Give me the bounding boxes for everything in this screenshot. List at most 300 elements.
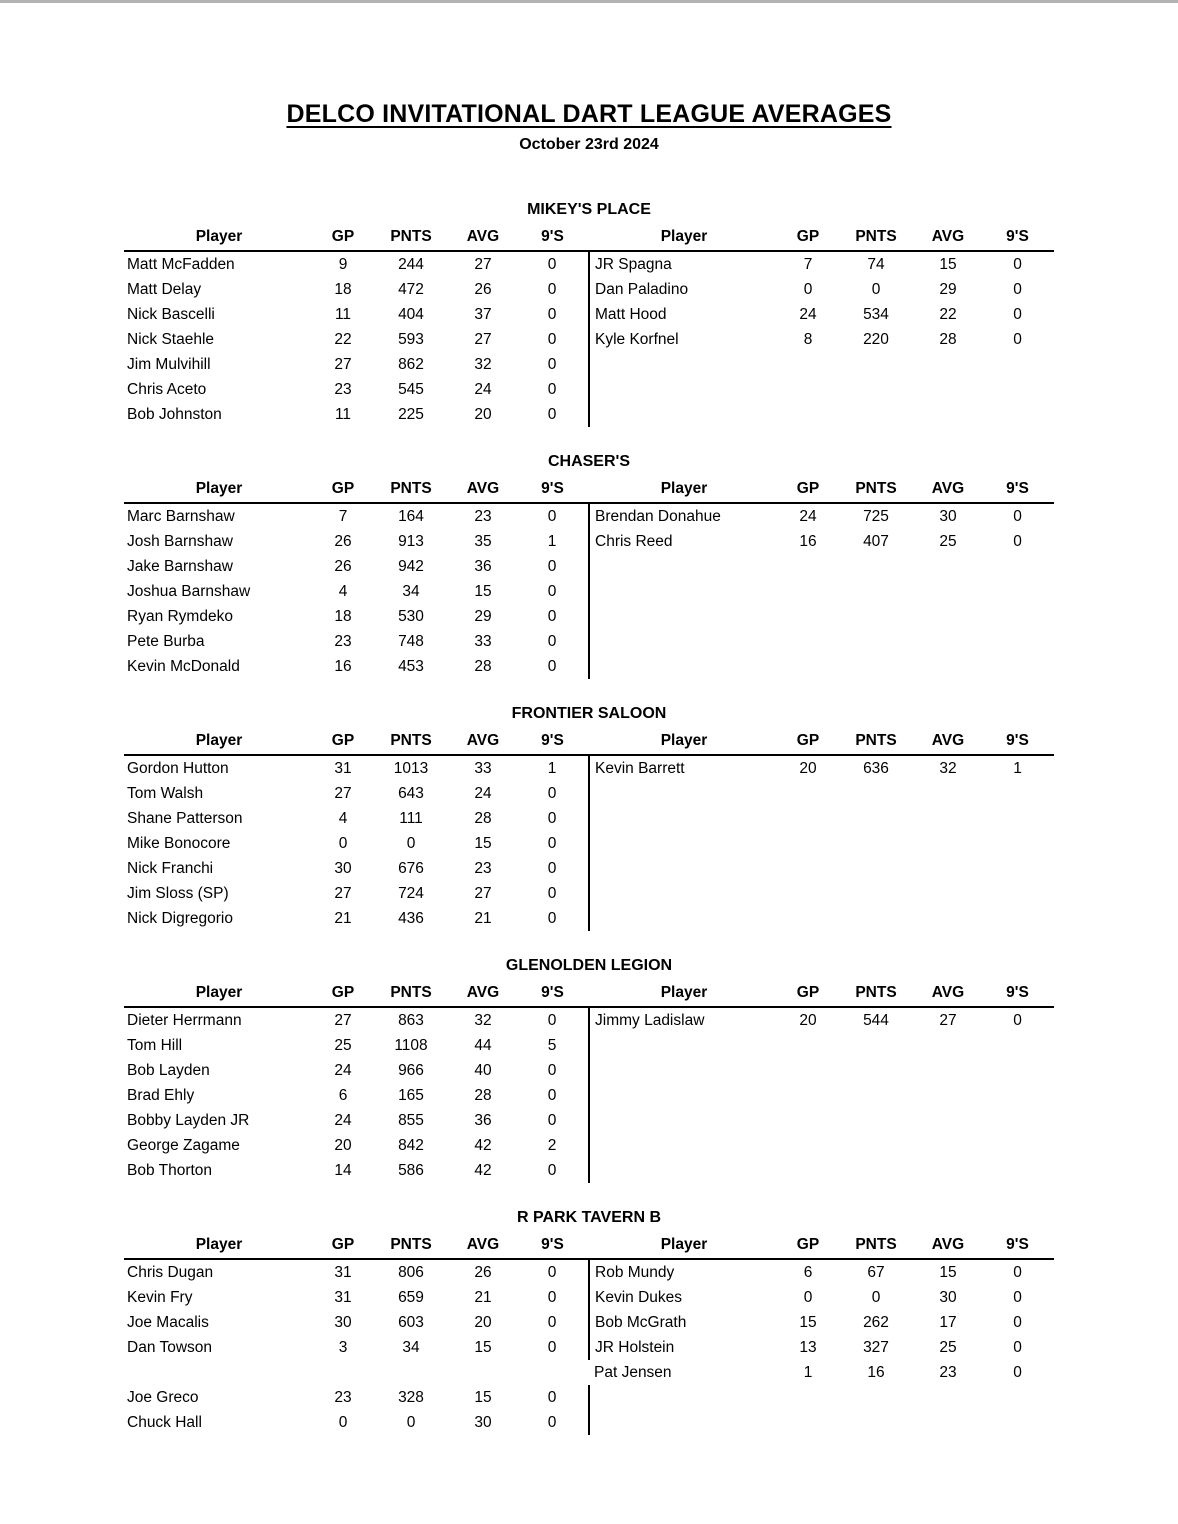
player-name-cell xyxy=(589,781,779,806)
nines-cell: 0 xyxy=(547,658,557,675)
venue-section xyxy=(124,453,1054,679)
document-page xyxy=(124,3,1054,1435)
avg-cell: 28 xyxy=(474,810,492,827)
nines-cell: 0 xyxy=(1013,1364,1022,1381)
pnts-cell: 913 xyxy=(398,533,424,550)
stats-table xyxy=(124,1231,1054,1435)
player-row xyxy=(124,327,1054,352)
pnts-cell: 643 xyxy=(398,785,424,802)
avg-cell xyxy=(915,554,981,579)
player-name-cell: Bobby Layden JR xyxy=(127,1112,250,1129)
player-name-cell: Bob McGrath xyxy=(589,1310,779,1335)
player-row xyxy=(124,906,1054,931)
pnts-cell: 404 xyxy=(398,306,424,323)
pnts-cell: 966 xyxy=(398,1062,424,1079)
avg-cell: 30 xyxy=(939,508,957,525)
player-name-cell: Kevin Fry xyxy=(127,1289,193,1306)
player-name-cell: Joe Macalis xyxy=(127,1314,209,1331)
nines-cell: 0 xyxy=(1013,1264,1022,1281)
nines-cell xyxy=(981,1158,1054,1183)
player-name-cell xyxy=(589,1058,779,1083)
player-name-cell: Mike Bonocore xyxy=(127,835,231,852)
avg-cell xyxy=(915,806,981,831)
nines-cell: 0 xyxy=(547,583,557,600)
avg-cell xyxy=(915,377,981,402)
column-header-gp: GP xyxy=(314,1231,372,1259)
player-row xyxy=(124,529,1054,554)
gp-cell xyxy=(779,1158,837,1183)
column-header-player: Player xyxy=(124,475,314,503)
pnts-cell xyxy=(837,806,915,831)
column-header-gp: GP xyxy=(779,475,837,503)
gp-cell: 31 xyxy=(334,1289,352,1306)
gp-cell xyxy=(779,1410,837,1435)
player-name-cell: Nick Staehle xyxy=(127,331,215,348)
table-header-row xyxy=(124,727,1054,755)
player-name-cell: Chuck Hall xyxy=(127,1414,202,1431)
player-row xyxy=(124,1058,1054,1083)
player-name-cell: Dan Towson xyxy=(127,1339,213,1356)
player-name-cell: Kyle Korfnel xyxy=(589,327,779,352)
nines-cell xyxy=(981,654,1054,679)
nines-cell xyxy=(981,1410,1054,1435)
avg-cell xyxy=(915,629,981,654)
gp-cell xyxy=(779,1083,837,1108)
gp-cell: 30 xyxy=(334,1314,352,1331)
player-row xyxy=(124,781,1054,806)
gp-cell: 0 xyxy=(338,1414,348,1431)
nines-cell: 0 xyxy=(547,1264,557,1281)
avg-cell: 28 xyxy=(474,1087,492,1104)
player-row xyxy=(124,1310,1054,1335)
nines-cell xyxy=(981,579,1054,604)
avg-cell: 27 xyxy=(474,331,492,348)
nines-cell: 2 xyxy=(547,1137,557,1154)
column-header-avg: AVG xyxy=(450,979,516,1007)
column-header-player: Player xyxy=(124,727,314,755)
column-header-player: Player xyxy=(589,475,779,503)
gp-cell: 0 xyxy=(338,835,348,852)
avg-cell: 40 xyxy=(474,1062,492,1079)
avg-cell: 33 xyxy=(474,760,492,777)
player-name-cell: Pat Jensen xyxy=(594,1364,672,1381)
venue-name: MIKEY'S PLACE xyxy=(527,201,651,218)
venue-section xyxy=(124,705,1054,931)
page-title: DELCO INVITATIONAL DART LEAGUE AVERAGES xyxy=(286,100,892,128)
avg-cell xyxy=(915,1058,981,1083)
player-name-cell: Bob Johnston xyxy=(127,406,222,423)
venue-name: FRONTIER SALOON xyxy=(511,705,667,722)
column-header-player: Player xyxy=(589,727,779,755)
column-header-gp: GP xyxy=(779,979,837,1007)
pnts-cell: 1108 xyxy=(394,1037,428,1054)
avg-cell: 26 xyxy=(474,1264,492,1281)
player-name-cell xyxy=(589,352,779,377)
nines-cell xyxy=(981,1108,1054,1133)
pnts-cell xyxy=(837,881,915,906)
gp-cell xyxy=(779,1385,837,1410)
column-header-gp: GP xyxy=(314,979,372,1007)
pnts-cell: 806 xyxy=(398,1264,424,1281)
gp-cell xyxy=(779,629,837,654)
avg-cell: 36 xyxy=(474,558,492,575)
nines-cell: 0 xyxy=(547,381,557,398)
pnts-cell: 545 xyxy=(398,381,424,398)
nines-cell: 0 xyxy=(547,256,557,273)
avg-cell: 28 xyxy=(939,331,957,348)
gp-cell xyxy=(779,1108,837,1133)
nines-cell xyxy=(981,881,1054,906)
avg-cell: 21 xyxy=(474,910,492,927)
venue-section xyxy=(124,957,1054,1183)
player-name-cell: Nick Bascelli xyxy=(127,306,215,323)
column-header-player: Player xyxy=(124,223,314,251)
column-header-player: Player xyxy=(589,1231,779,1259)
avg-cell xyxy=(915,654,981,679)
column-header-pnts: PNTS xyxy=(837,223,915,251)
pnts-cell xyxy=(837,781,915,806)
player-row xyxy=(124,251,1054,277)
stats-table xyxy=(124,475,1054,679)
column-header-nines: 9'S xyxy=(516,727,589,755)
column-header-avg: AVG xyxy=(450,475,516,503)
player-name-cell: Joe Greco xyxy=(127,1389,199,1406)
pnts-cell: 603 xyxy=(398,1314,424,1331)
player-row xyxy=(124,1108,1054,1133)
avg-cell: 37 xyxy=(474,306,492,323)
avg-cell: 30 xyxy=(939,1289,957,1306)
avg-cell xyxy=(915,1033,981,1058)
nines-cell: 1 xyxy=(1013,760,1022,777)
player-name-cell: Bob Layden xyxy=(127,1062,210,1079)
player-row xyxy=(124,1158,1054,1183)
column-header-gp: GP xyxy=(779,1231,837,1259)
gp-cell xyxy=(779,377,837,402)
avg-cell: 29 xyxy=(474,608,492,625)
avg-cell: 27 xyxy=(474,885,492,902)
gp-cell xyxy=(779,856,837,881)
nines-cell: 0 xyxy=(547,1314,557,1331)
nines-cell xyxy=(981,1385,1054,1410)
pnts-cell: 328 xyxy=(398,1389,424,1406)
nines-cell: 0 xyxy=(1013,281,1022,298)
player-name-cell xyxy=(589,629,779,654)
avg-cell: 32 xyxy=(939,760,957,777)
avg-cell: 44 xyxy=(474,1037,492,1054)
avg-cell: 30 xyxy=(474,1414,492,1431)
pnts-cell xyxy=(837,1033,915,1058)
nines-cell: 1 xyxy=(547,533,557,550)
pnts-cell xyxy=(837,1385,915,1410)
gp-cell xyxy=(779,906,837,931)
nines-cell xyxy=(981,856,1054,881)
pnts-cell: 676 xyxy=(398,860,424,877)
player-name-cell: Kevin McDonald xyxy=(127,658,240,675)
nines-cell: 0 xyxy=(547,1289,557,1306)
gp-cell: 3 xyxy=(338,1339,348,1356)
avg-cell xyxy=(915,906,981,931)
player-name-cell: Matt Delay xyxy=(127,281,202,298)
pnts-cell: 659 xyxy=(398,1289,424,1306)
gp-cell: 4 xyxy=(338,810,348,827)
nines-cell: 0 xyxy=(547,1162,557,1179)
gp-cell: 8 xyxy=(803,331,813,348)
pnts-cell: 842 xyxy=(398,1137,424,1154)
pnts-cell xyxy=(837,1058,915,1083)
nines-cell: 0 xyxy=(547,835,557,852)
pnts-cell: 724 xyxy=(398,885,424,902)
gp-cell: 16 xyxy=(334,658,352,675)
gp-cell xyxy=(779,881,837,906)
pnts-cell xyxy=(837,906,915,931)
avg-cell: 25 xyxy=(939,533,957,550)
nines-cell: 0 xyxy=(547,281,557,298)
column-header-avg: AVG xyxy=(915,1231,981,1259)
player-name-cell: Matt McFadden xyxy=(127,256,235,273)
player-name-cell xyxy=(589,1033,779,1058)
column-header-pnts: PNTS xyxy=(837,979,915,1007)
gp-cell: 24 xyxy=(334,1062,352,1079)
column-header-nines: 9'S xyxy=(981,727,1054,755)
player-row xyxy=(124,579,1054,604)
player-name-cell xyxy=(589,831,779,856)
gp-cell: 0 xyxy=(803,1289,813,1306)
column-header-player: Player xyxy=(589,979,779,1007)
avg-cell xyxy=(915,1108,981,1133)
nines-cell xyxy=(516,1360,589,1385)
player-row xyxy=(124,629,1054,654)
nines-cell: 0 xyxy=(1013,533,1022,550)
nines-cell xyxy=(981,906,1054,931)
player-name-cell: Chris Aceto xyxy=(127,381,207,398)
gp-cell: 27 xyxy=(334,785,352,802)
column-header-avg: AVG xyxy=(915,727,981,755)
player-name-cell: Dieter Herrmann xyxy=(127,1012,242,1029)
avg-cell: 20 xyxy=(474,406,492,423)
pnts-cell: 942 xyxy=(398,558,424,575)
player-row xyxy=(124,503,1054,529)
table-header-row xyxy=(124,223,1054,251)
player-name-cell: Jake Barnshaw xyxy=(127,558,233,575)
player-row xyxy=(124,856,1054,881)
pnts-cell: 636 xyxy=(863,760,889,777)
nines-cell: 0 xyxy=(547,558,557,575)
player-name-cell: Tom Walsh xyxy=(127,785,204,802)
pnts-cell: 74 xyxy=(867,256,885,273)
gp-cell: 20 xyxy=(799,1012,817,1029)
column-header-avg: AVG xyxy=(450,727,516,755)
avg-cell: 23 xyxy=(474,860,492,877)
player-row xyxy=(124,554,1054,579)
nines-cell: 0 xyxy=(547,1062,557,1079)
column-header-avg: AVG xyxy=(450,1231,516,1259)
nines-cell: 1 xyxy=(547,760,557,777)
avg-cell: 32 xyxy=(474,1012,492,1029)
column-header-avg: AVG xyxy=(915,475,981,503)
column-header-pnts: PNTS xyxy=(372,1231,450,1259)
player-name-cell xyxy=(589,377,779,402)
nines-cell: 0 xyxy=(1013,508,1022,525)
nines-cell: 0 xyxy=(547,1414,557,1431)
pnts-cell: 0 xyxy=(406,1414,416,1431)
gp-cell xyxy=(779,1033,837,1058)
player-name-cell xyxy=(589,654,779,679)
player-row xyxy=(124,1133,1054,1158)
player-row xyxy=(124,352,1054,377)
player-name-cell: Brad Ehly xyxy=(127,1087,195,1104)
avg-cell xyxy=(450,1360,516,1385)
player-row xyxy=(124,1385,1054,1410)
venue-name: GLENOLDEN LEGION xyxy=(505,957,673,974)
gp-cell: 11 xyxy=(334,406,352,423)
pnts-cell: 725 xyxy=(863,508,889,525)
pnts-cell xyxy=(837,377,915,402)
player-row xyxy=(124,806,1054,831)
nines-cell: 0 xyxy=(547,785,557,802)
gp-cell: 25 xyxy=(334,1037,352,1054)
player-name-cell xyxy=(589,806,779,831)
pnts-cell xyxy=(837,629,915,654)
column-header-gp: GP xyxy=(779,727,837,755)
column-header-pnts: PNTS xyxy=(372,223,450,251)
gp-cell xyxy=(314,1360,372,1385)
nines-cell: 0 xyxy=(547,1389,557,1406)
avg-cell: 28 xyxy=(474,658,492,675)
avg-cell: 15 xyxy=(939,1264,957,1281)
avg-cell: 24 xyxy=(474,785,492,802)
column-header-player: Player xyxy=(124,1231,314,1259)
nines-cell: 0 xyxy=(547,885,557,902)
player-name-cell: Gordon Hutton xyxy=(127,760,229,777)
column-header-nines: 9'S xyxy=(516,1231,589,1259)
player-row xyxy=(124,1083,1054,1108)
player-row xyxy=(124,1360,1054,1385)
player-name-cell: Ryan Rymdeko xyxy=(127,608,233,625)
pnts-cell xyxy=(837,352,915,377)
avg-cell: 26 xyxy=(474,281,492,298)
avg-cell: 22 xyxy=(939,306,957,323)
gp-cell: 13 xyxy=(799,1339,817,1356)
player-name-cell xyxy=(589,1133,779,1158)
nines-cell: 0 xyxy=(547,356,557,373)
player-row xyxy=(124,1410,1054,1435)
pnts-cell: 863 xyxy=(398,1012,424,1029)
gp-cell: 27 xyxy=(334,356,352,373)
column-header-gp: GP xyxy=(314,475,372,503)
player-name-cell: JR Spagna xyxy=(589,251,779,277)
nines-cell xyxy=(981,806,1054,831)
pnts-cell: 748 xyxy=(398,633,424,650)
column-header-nines: 9'S xyxy=(981,475,1054,503)
gp-cell xyxy=(779,806,837,831)
player-name-cell: Rob Mundy xyxy=(589,1259,779,1285)
nines-cell: 0 xyxy=(547,633,557,650)
stats-table xyxy=(124,727,1054,931)
gp-cell xyxy=(779,402,837,427)
pnts-cell: 225 xyxy=(398,406,424,423)
nines-cell: 0 xyxy=(547,1087,557,1104)
player-name-cell xyxy=(589,856,779,881)
player-row xyxy=(124,1259,1054,1285)
column-header-gp: GP xyxy=(314,727,372,755)
player-row xyxy=(124,755,1054,781)
player-name-cell: Bob Thorton xyxy=(127,1162,213,1179)
player-row xyxy=(124,604,1054,629)
page-date: October 23rd 2024 xyxy=(519,136,659,153)
nines-cell xyxy=(981,1133,1054,1158)
nines-cell xyxy=(981,1058,1054,1083)
nines-cell: 0 xyxy=(1013,306,1022,323)
pnts-cell: 0 xyxy=(871,281,881,298)
player-name-cell: Shane Patterson xyxy=(127,810,243,827)
column-header-pnts: PNTS xyxy=(372,727,450,755)
avg-cell: 27 xyxy=(939,1012,957,1029)
avg-cell: 27 xyxy=(474,256,492,273)
player-row xyxy=(124,277,1054,302)
nines-cell: 0 xyxy=(547,860,557,877)
pnts-cell xyxy=(837,1158,915,1183)
avg-cell xyxy=(915,1083,981,1108)
nines-cell xyxy=(981,1083,1054,1108)
player-name-cell: Kevin Barrett xyxy=(589,755,779,781)
pnts-cell: 0 xyxy=(871,1289,881,1306)
pnts-cell: 407 xyxy=(863,533,889,550)
column-header-nines: 9'S xyxy=(981,1231,1054,1259)
gp-cell xyxy=(779,352,837,377)
player-row xyxy=(124,1007,1054,1033)
gp-cell: 31 xyxy=(334,1264,352,1281)
pnts-cell: 593 xyxy=(398,331,424,348)
player-name-cell xyxy=(589,402,779,427)
player-name-cell: Matt Hood xyxy=(589,302,779,327)
pnts-cell xyxy=(837,1133,915,1158)
player-name-cell: Josh Barnshaw xyxy=(127,533,233,550)
avg-cell: 20 xyxy=(474,1314,492,1331)
avg-cell xyxy=(915,579,981,604)
avg-cell: 24 xyxy=(474,381,492,398)
column-header-player: Player xyxy=(589,223,779,251)
gp-cell: 31 xyxy=(334,760,352,777)
pnts-cell: 165 xyxy=(398,1087,424,1104)
column-header-gp: GP xyxy=(779,223,837,251)
player-row xyxy=(124,402,1054,427)
gp-cell: 0 xyxy=(803,281,813,298)
avg-cell: 15 xyxy=(474,1339,492,1356)
nines-cell: 0 xyxy=(547,406,557,423)
avg-cell xyxy=(915,881,981,906)
pnts-cell: 436 xyxy=(398,910,424,927)
nines-cell: 0 xyxy=(547,910,557,927)
venue-name: R PARK TAVERN B xyxy=(517,1209,661,1226)
avg-cell xyxy=(915,604,981,629)
player-name-cell: George Zagame xyxy=(127,1137,240,1154)
pnts-cell: 16 xyxy=(867,1364,885,1381)
column-header-avg: AVG xyxy=(915,979,981,1007)
gp-cell: 27 xyxy=(334,885,352,902)
nines-cell xyxy=(981,352,1054,377)
pnts-cell xyxy=(837,654,915,679)
pnts-cell xyxy=(837,604,915,629)
player-name-cell xyxy=(589,881,779,906)
player-row xyxy=(124,302,1054,327)
venue-name: CHASER'S xyxy=(547,453,631,470)
gp-cell: 18 xyxy=(334,608,352,625)
avg-cell: 33 xyxy=(474,633,492,650)
column-header-avg: AVG xyxy=(915,223,981,251)
player-name-cell xyxy=(589,579,779,604)
gp-cell xyxy=(779,654,837,679)
player-name-cell: Joshua Barnshaw xyxy=(127,583,251,600)
